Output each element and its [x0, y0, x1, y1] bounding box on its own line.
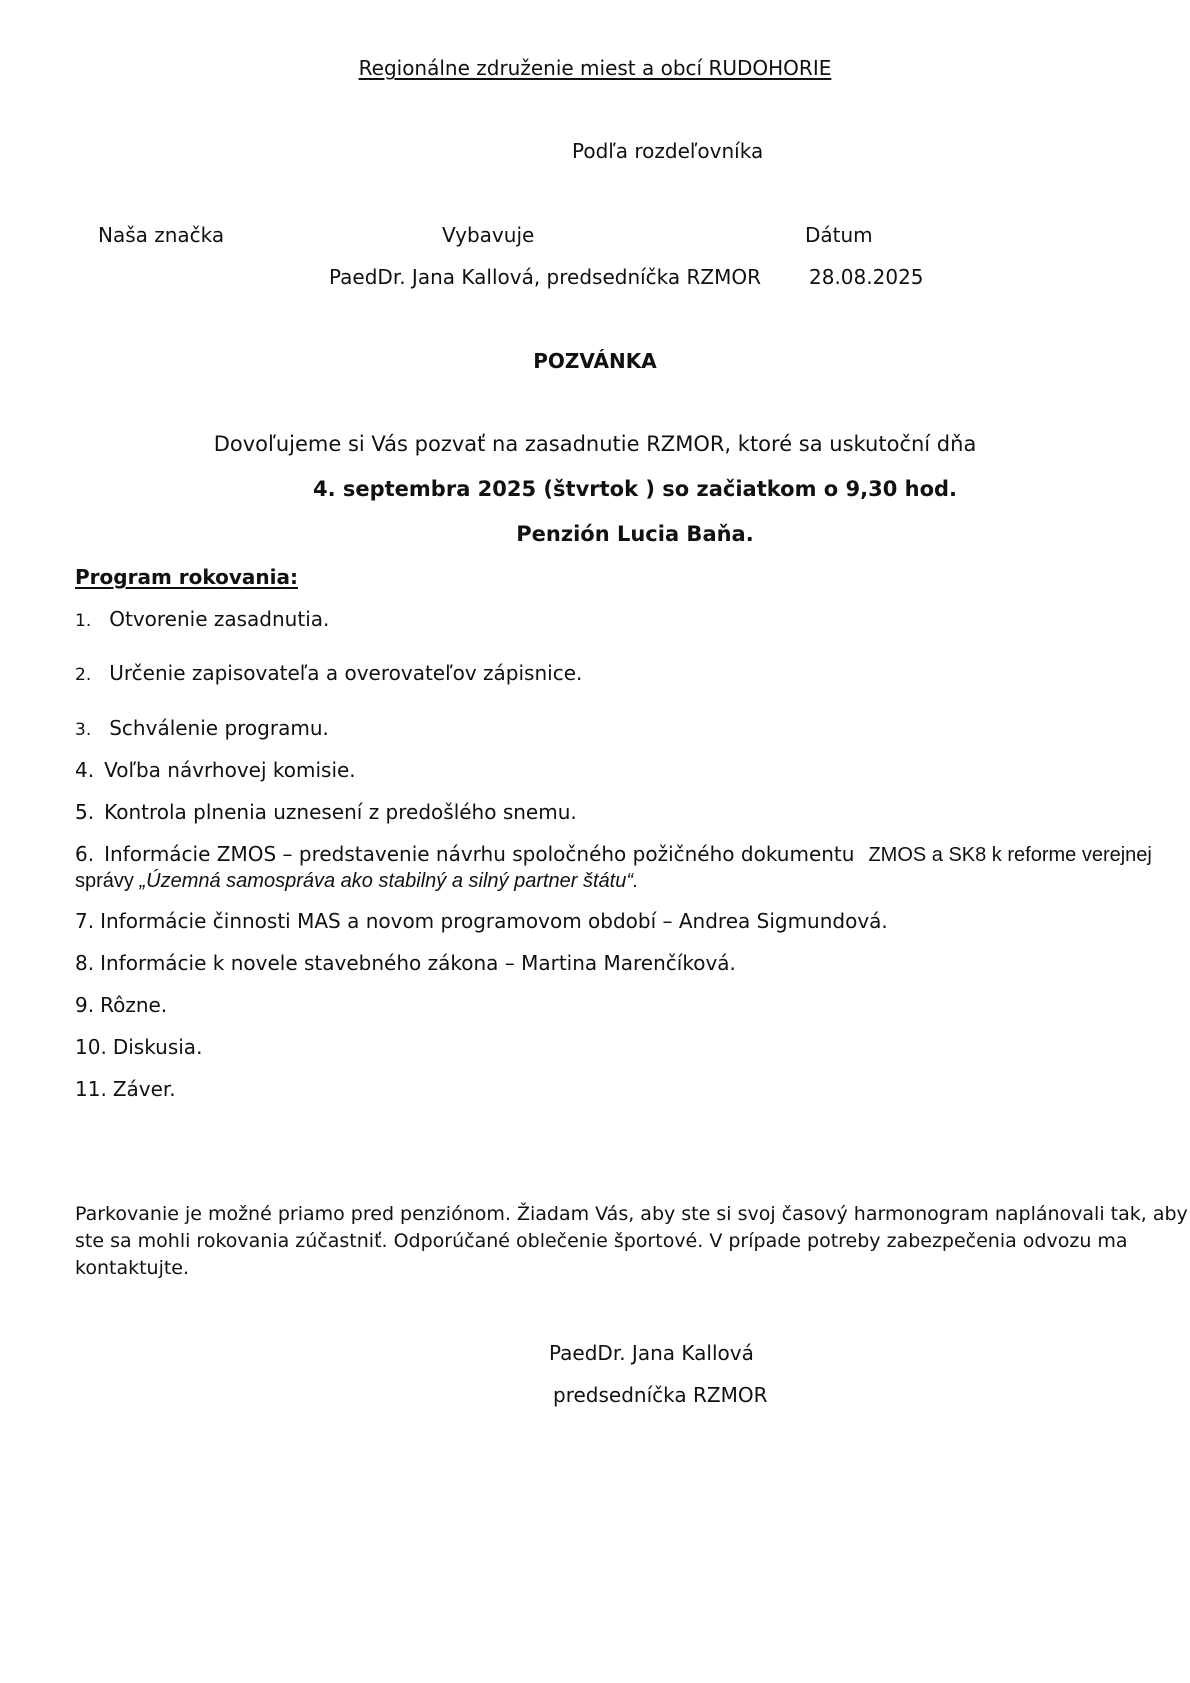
item-text: Rôzne.	[100, 993, 168, 1017]
list-item	[75, 1077, 176, 1101]
program-heading: Program rokovania:	[75, 565, 298, 589]
list-item	[75, 661, 582, 687]
handled-by-label: Vybavuje	[442, 223, 535, 247]
invitation-venue-line: Penzión Lucia Baňa.	[516, 522, 754, 546]
item-text: Záver.	[112, 1077, 176, 1101]
item-number: 1.	[75, 611, 92, 631]
list-item	[75, 993, 167, 1017]
item-number: 5.	[75, 800, 95, 824]
list-item	[75, 716, 329, 742]
item-number: 6.	[75, 842, 95, 866]
item-text: Voľba návrhovej komisie.	[104, 758, 356, 782]
item-number: 9.	[75, 993, 95, 1017]
document-title: POZVÁNKA	[533, 349, 657, 373]
invitation-line-1: Dovoľujeme si Vás pozvať na zasadnutie RZMOR, ktoré sa uskutoční dňa	[213, 432, 977, 456]
item-text: ZMOS a SK8 k reforme verejnej	[868, 844, 1152, 866]
item-number: 2.	[75, 665, 92, 685]
list-item-continuation	[75, 869, 639, 893]
item-number: 8.	[75, 951, 95, 975]
closing-line-1: Parkovanie je možné priamo pred penziónom. Žiadam Vás, aby ste si svoj časový harmonogram naplánovali tak, aby	[75, 1203, 1188, 1225]
item-text: Určenie zapisovateľa a overovateľov zápisnice.	[109, 661, 583, 685]
item-text: „Územná samospráva ako stabilný a silný partner štátu“.	[139, 870, 639, 892]
item-number: 4.	[75, 758, 95, 782]
organization-header: Regionálne združenie miest a obcí RUDOHORIE	[358, 56, 832, 80]
item-number: 3.	[75, 720, 92, 740]
item-number: 11.	[75, 1077, 107, 1101]
list-item	[75, 842, 1152, 867]
item-text: Kontrola plnenia uznesení z predošlého snemu.	[104, 800, 577, 824]
item-text: Diskusia.	[112, 1035, 203, 1059]
recipient-line: Podľa rozdeľovníka	[572, 139, 764, 163]
date-label: Dátum	[805, 223, 873, 247]
item-number: 7.	[75, 909, 95, 933]
item-text: Informácie činnosti MAS a novom programovom období – Andrea Sigmundová.	[100, 909, 888, 933]
signature-role: predsedníčka RZMOR	[553, 1383, 768, 1407]
invitation-date-line: 4. septembra 2025 (štvrtok ) so začiatkom o 9,30 hod.	[312, 477, 958, 501]
list-item	[75, 800, 577, 824]
closing-line-3: kontaktujte.	[75, 1257, 190, 1279]
list-item	[75, 607, 329, 633]
closing-line-2: ste sa mohli rokovania zúčastniť. Odporúčané oblečenie športové. V prípade potreby zabezpečenia odvozu ma	[75, 1230, 1128, 1252]
item-text: Otvorenie zasadnutia.	[109, 607, 330, 631]
item-text: správy	[75, 870, 140, 892]
item-text: Informácie ZMOS – predstavenie návrhu spoločného požičného dokumentu	[104, 842, 855, 866]
handled-by-value: PaedDr. Jana Kallová, predsedníčka RZMOR	[329, 265, 762, 289]
list-item	[75, 909, 888, 933]
list-item	[75, 1035, 202, 1059]
date-value: 28.08.2025	[809, 265, 924, 289]
list-item	[75, 951, 736, 975]
signature-name: PaedDr. Jana Kallová	[549, 1341, 754, 1365]
list-item	[75, 758, 356, 782]
item-number: 10.	[75, 1035, 107, 1059]
item-text: Informácie k novele stavebného zákona – Martina Marenčíková.	[100, 951, 736, 975]
our-ref-label: Naša značka	[98, 223, 225, 247]
item-text: Schválenie programu.	[109, 716, 329, 740]
